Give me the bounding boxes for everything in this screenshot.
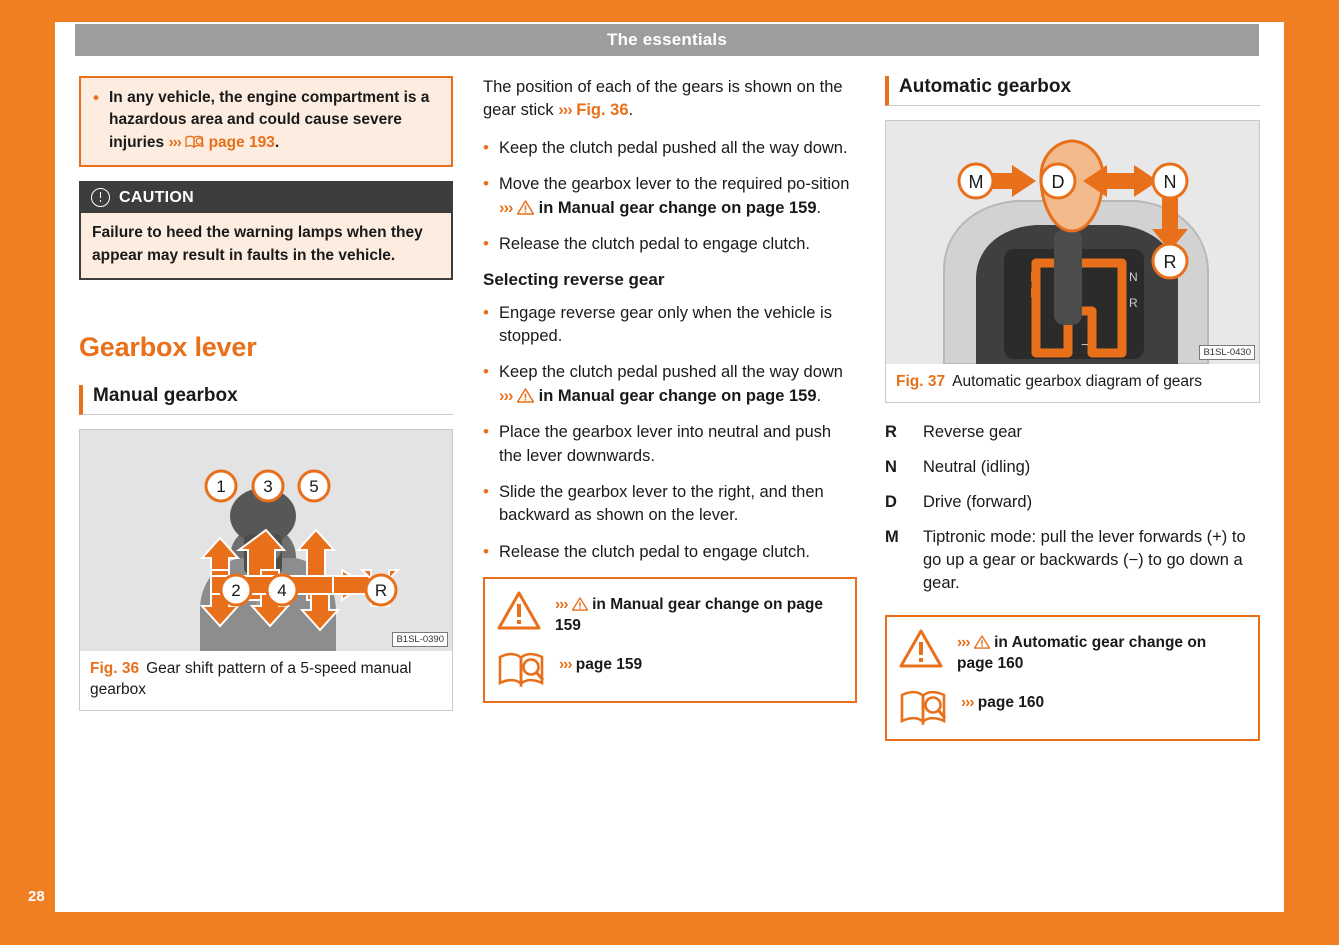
- step2-text-a: Move the gearbox lever to the required po-sition: [499, 175, 850, 194]
- warning-note-dot: .: [274, 133, 280, 151]
- legend-value: Reverse gear: [923, 422, 1023, 441]
- rev-step2-chevron-icon: ›››: [499, 386, 513, 405]
- legend-key: D: [885, 493, 897, 512]
- list-item: [885, 526, 1260, 595]
- list-item: • Slide the gearbox lever to the right, and then backward as shown on the lever.: [483, 481, 857, 528]
- figure-37-caption: [886, 364, 1259, 402]
- rev-step2-text-end: .: [816, 386, 822, 405]
- reference-row-warning: [899, 629, 1246, 675]
- list-item: • Engage reverse gear only when the vehicle is stopped.: [483, 302, 857, 349]
- intro-text-a: The position of each of the gears is shown on the gear stick: [483, 78, 843, 120]
- figure-36-image-code: B1SL-0390: [392, 632, 448, 647]
- reference-row-book: [899, 689, 1246, 727]
- figure-36-number: Fig. 36: [90, 660, 140, 678]
- svg-text:N: N: [1129, 270, 1138, 284]
- warning-triangle-icon: [497, 591, 541, 631]
- list-item: [885, 456, 1260, 479]
- column-middle: [483, 76, 857, 703]
- caution-header: [81, 183, 451, 213]
- legend-value: Neutral (idling): [923, 458, 1031, 477]
- figure-37-caption-text: Automatic gearbox diagram of gears: [952, 373, 1202, 390]
- reverse-gear-steps: [483, 302, 857, 565]
- chevron-ref-icon: ›››: [168, 133, 181, 151]
- manual-reference-box: [483, 577, 857, 703]
- gear-legend-list: [885, 421, 1260, 596]
- figure-36-caption-text: Gear shift pattern of a 5-speed manual gearbox: [90, 660, 412, 699]
- reference-warning-text: [555, 591, 843, 637]
- svg-text:N: N: [1163, 172, 1177, 192]
- step2-bold-ref: in Manual gear change on page 159: [538, 198, 817, 217]
- svg-text:3: 3: [263, 477, 273, 497]
- svg-text:R: R: [1129, 296, 1138, 310]
- page-header: [75, 24, 1259, 56]
- book-search-icon: [899, 689, 947, 727]
- warning-note-text: [93, 87, 439, 154]
- automatic-reference-box: [885, 615, 1260, 741]
- list-item: [885, 421, 1260, 444]
- legend-key: R: [885, 422, 897, 441]
- intro-figure-ref: Fig. 36: [571, 101, 629, 120]
- svg-text:M: M: [1030, 286, 1040, 300]
- subsection-heading-automatic-gearbox: Automatic gearbox: [885, 76, 1260, 106]
- subsection-heading-manual-gearbox: Manual gearbox: [79, 385, 453, 415]
- list-item: • Release the clutch pedal to engage clutch.: [483, 541, 857, 564]
- warning-note-box: [79, 76, 453, 167]
- svg-text:R: R: [1163, 252, 1177, 272]
- legend-value: Tiptronic mode: pull the lever forwards (+) to go up a gear or backwards (−) to go down a gear.: [923, 528, 1246, 593]
- step2-chevron-icon: ›››: [499, 198, 513, 217]
- reference-warning-text: [957, 629, 1246, 675]
- ref-chevron-icon: ›››: [555, 596, 568, 614]
- intro-chevron-icon: ›››: [558, 101, 572, 120]
- page-number: 28: [28, 888, 45, 905]
- svg-text:D: D: [1030, 270, 1039, 284]
- ref-warning-label: in Manual gear change on page 159: [555, 596, 823, 635]
- ref-book-label: page 160: [973, 694, 1045, 712]
- svg-text:−: −: [1081, 337, 1089, 352]
- header-title: The essentials: [607, 30, 727, 49]
- caution-box: [79, 181, 453, 280]
- caution-title: CAUTION: [119, 188, 194, 206]
- warning-note-text-a: In any vehicle, the engine compartment is a hazardous area and could cause severe injuries: [109, 89, 430, 151]
- svg-text:2: 2: [231, 581, 241, 601]
- svg-text:4: 4: [277, 581, 287, 601]
- figure-37-number: Fig. 37: [896, 373, 946, 390]
- ref-book-chevron-icon: ›››: [961, 694, 974, 712]
- ref-book-label: page 159: [571, 656, 643, 674]
- book-search-icon: [497, 651, 545, 689]
- rev-step2-text-a: Keep the clutch pedal pushed all the way down: [499, 363, 843, 382]
- legend-key: M: [885, 528, 899, 547]
- manual-gear-steps: [483, 137, 857, 257]
- svg-text:R: R: [374, 581, 388, 601]
- warning-triangle-icon: [517, 199, 539, 217]
- ref-warning-label: in Automatic gear change on page 160: [957, 634, 1207, 673]
- svg-text:1: 1: [216, 477, 226, 497]
- intro-paragraph: [483, 76, 857, 123]
- step2-text-end: .: [816, 198, 822, 217]
- figure-36-caption: [80, 651, 452, 710]
- section-heading-gearbox-lever: Gearbox lever: [79, 332, 257, 363]
- column-left: [79, 76, 453, 711]
- reference-row-warning: [497, 591, 843, 637]
- figure-37-image: [886, 121, 1259, 364]
- ref-chevron-icon: ›››: [957, 634, 970, 652]
- reference-book-text: [559, 651, 642, 676]
- list-item: • Place the gearbox lever into neutral and push the lever downwards.: [483, 421, 857, 468]
- rev-step2-bold-ref: in Manual gear change on page 159: [538, 386, 817, 405]
- svg-text:M: M: [968, 172, 984, 192]
- figure-37-image-code: B1SL-0430: [1199, 345, 1255, 360]
- exclamation-circle-icon: [91, 188, 110, 207]
- svg-text:D: D: [1051, 172, 1065, 192]
- list-item: [483, 361, 857, 408]
- svg-text:5: 5: [309, 477, 319, 497]
- figure-36-image: [80, 430, 452, 651]
- inline-warning-triangle-icon: [572, 596, 592, 613]
- subheading-selecting-reverse-gear: Selecting reverse gear: [483, 269, 665, 289]
- legend-key: N: [885, 458, 897, 477]
- warning-note-page-ref: page 193: [208, 133, 275, 151]
- book-ref-icon: [185, 134, 208, 151]
- column-right: [885, 76, 1260, 741]
- reference-row-book: [497, 651, 843, 689]
- warning-triangle-icon: [517, 387, 539, 405]
- list-item: • Keep the clutch pedal pushed all the way down.: [483, 137, 857, 160]
- list-item: • Release the clutch pedal to engage clutch.: [483, 233, 857, 256]
- intro-text-end: .: [628, 101, 634, 120]
- legend-value: Drive (forward): [923, 493, 1033, 512]
- list-item: [483, 173, 857, 220]
- figure-36: [79, 429, 453, 711]
- warning-triangle-icon: [899, 629, 943, 669]
- list-item: [885, 491, 1260, 514]
- inline-warning-triangle-icon: [974, 634, 994, 651]
- caution-body: Failure to heed the warning lamps when they appear may result in faults in the vehicle.: [81, 213, 451, 278]
- figure-37: [885, 120, 1260, 403]
- ref-book-chevron-icon: ›››: [559, 656, 572, 674]
- reference-book-text: [961, 689, 1044, 714]
